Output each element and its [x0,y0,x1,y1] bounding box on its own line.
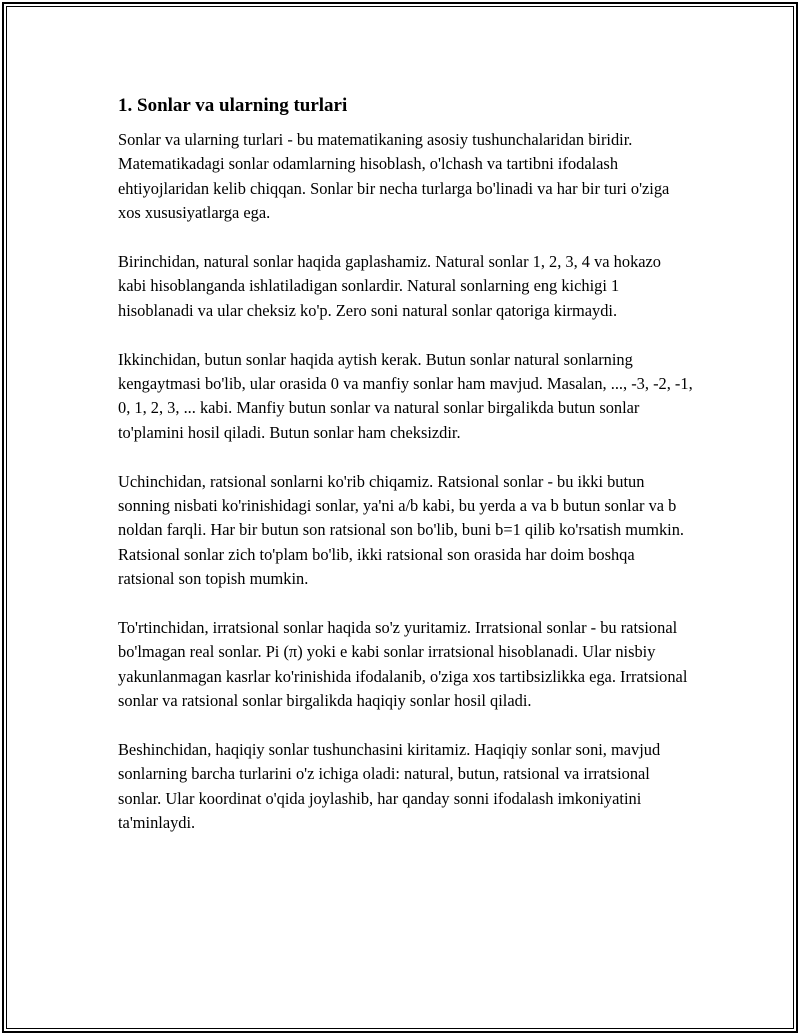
paragraph-rational-numbers: Uchinchidan, ratsional sonlarni ko'rib chiqamiz. Ratsional sonlar - bu ikki butun sonning nisbati ko'rinishidagi sonlar, ya'ni a/b kabi, bu yerda a va b butun sonlar va b noldan farqli. Har bir butun son ratsional son bo'lib, buni b=1 qilib ko'rsatish mumkin. Ratsional sonlar zich to'plam bo'lib, ikki ratsional son orasida har doim boshqa ratsional son topish mumkin. [118,471,685,589]
paragraph-integers: Ikkinchidan, butun sonlar haqida aytish kerak. Butun sonlar natural sonlarning kengaytmasi bo'lib, ular orasida 0 va manfiy sonlar ham mavjud. Masalan, ..., -3, -2, -1, 0, 1, 2, 3, ... kabi. Manfiy butun sonlar va natural sonlar birgalikda butun sonlar to'plamini hosil qiladi. Butun sonlar ham cheksizdir. [118,349,693,442]
paragraph-irrational-numbers: To'rtinchidan, irratsional sonlar haqida so'z yuritamiz. Irratsional sonlar - bu ratsional bo'lmagan real sonlar. Pi (π) yoki e kabi sonlar irratsional hisoblanadi. Ular nisbiy yakunlanmagan kasrlar ko'rinishida ifodalanib, o'ziga xos tartibsizlikka ega. Irratsional sonlar va ratsional sonlar birgalikda haqiqiy sonlar hosil qiladi. [118,618,688,711]
paragraph-intro: Sonlar va ularning turlari - bu matematikaning asosiy tushunchalaridan biridir. Matematikadagi sonlar odamlarning hisoblash, o'lchash va tartibni ifodalash ehtiyojlaridan kelib chiqqan. Sonlar bir necha turlarga bo'linadi va har bir turi o'ziga xos xususiyatlarga ega. [118,130,670,223]
document-body [118,92,693,860]
section-title: 1. Sonlar va ularning turlari [118,95,348,116]
paragraph-natural-numbers: Birinchidan, natural sonlar haqida gaplashamiz. Natural sonlar 1, 2, 3, 4 va hokazo kabi hisoblanganda ishlatiladigan sonlardir. Natural sonlarning eng kichigi 1 hisoblanadi va ular cheksiz ko'p. Zero soni natural sonlar qatoriga kirmaydi. [118,252,662,320]
paragraph-real-numbers: Beshinchidan, haqiqiy sonlar tushunchasini kiritamiz. Haqiqiy sonlar soni, mavjud sonlarning barcha turlarini o'z ichiga oladi: natural, butun, ratsional va irratsional sonlar. Ular koordinat o'qida joylashib, har qanday sonni ifodalash imkoniyatini ta'minlaydi. [118,740,661,833]
